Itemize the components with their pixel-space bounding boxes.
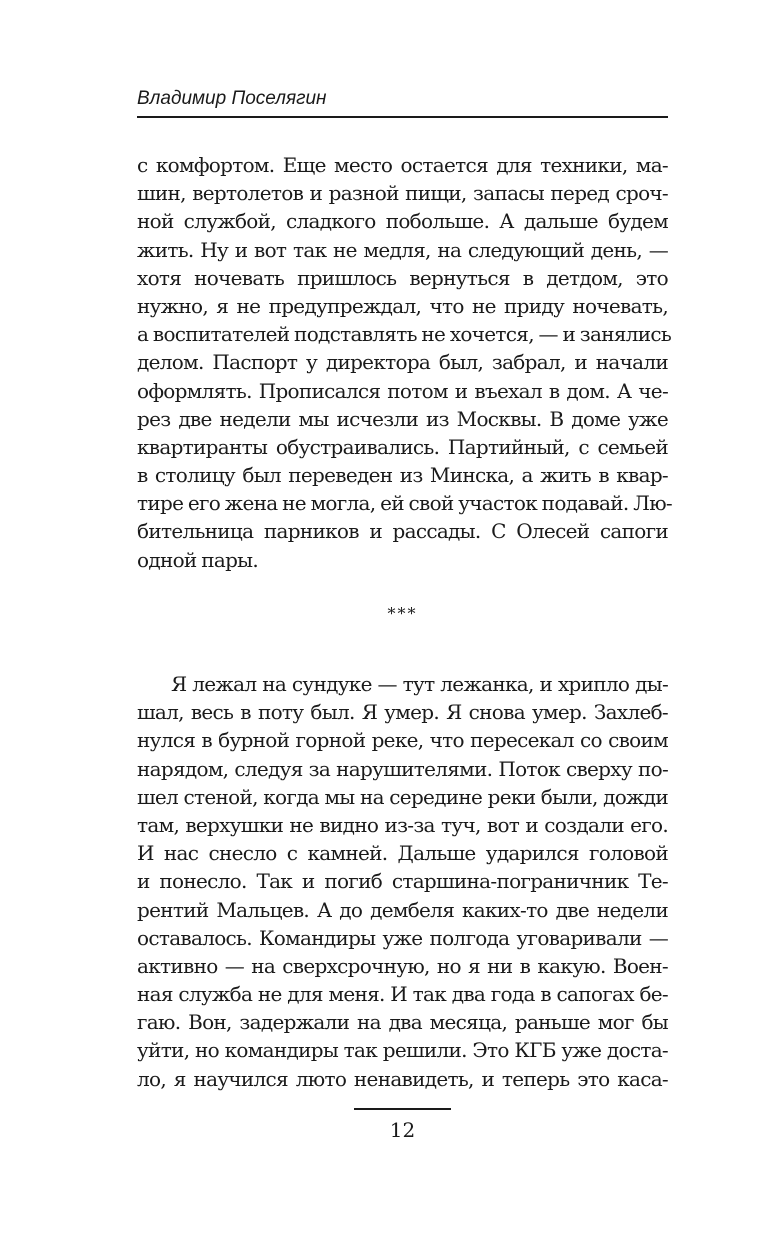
text-line: уйти, но командиры так решили. Это КГБ уже доста- xyxy=(137,1038,668,1063)
text-line: оставалось. Командиры уже полгода уговаривали — xyxy=(137,925,668,950)
paragraph-1 xyxy=(137,151,672,574)
footer-rule xyxy=(354,1108,451,1110)
section-separator: *** xyxy=(387,604,418,623)
text-line: ной службой, сладкого побольше. А дальше будем xyxy=(137,209,668,234)
text-line: оформлять. Прописался потом и въехал в дом. А че- xyxy=(137,378,668,403)
text-line: одной пары. xyxy=(137,547,259,572)
text-line: бительница парников и рассады. С Олесей сапоги xyxy=(137,519,668,544)
text-line: ная служба не для меня. И так два года в сапогах бе- xyxy=(137,982,668,1007)
text-line: там, верхушки не видно из-за туч, вот и создали его. xyxy=(137,812,668,837)
text-line: жить. Ну и вот так не медля, на следующий день, — xyxy=(137,237,668,262)
paragraph-2 xyxy=(137,670,668,1093)
text-line: шин, вертолетов и разной пищи, запасы перед сроч- xyxy=(137,181,668,206)
text-line: Я лежал на сундуке — тут лежанка, и хрипло ды- xyxy=(171,672,668,696)
text-line: шел стеной, когда мы на середине реки были, дожди xyxy=(137,784,668,809)
running-head-author: Владимир Поселягин xyxy=(137,88,327,109)
page-number: 12 xyxy=(389,1118,416,1142)
text-line: квартиранты обустраивались. Партийный, с семьей xyxy=(137,434,668,459)
header-rule xyxy=(137,116,668,118)
text-line: нужно, я не предупреждал, что не приду ночевать, xyxy=(137,293,668,318)
text-line: делом. Паспорт у директора был, забрал, и начали xyxy=(137,350,668,375)
text-line: нулся в бурной горной реке, что пересекал со своим xyxy=(137,728,668,753)
text-line: ло, я научился люто ненавидеть, и теперь это каса- xyxy=(137,1066,668,1091)
text-line: а воспитателей подставлять не хочется, — и занялись xyxy=(137,322,672,347)
text-line: тире его жена не могла, ей свой участок подавай. Лю- xyxy=(137,491,672,516)
text-line: гаю. Вон, задержали на два месяца, раньше мог бы xyxy=(137,1010,668,1035)
text-line: активно — на сверхсрочную, но я ни в какую. Воен- xyxy=(137,953,668,978)
text-line: нарядом, следуя за нарушителями. Поток сверху по- xyxy=(137,756,668,781)
text-line: И нас снесло с камней. Дальше ударился головой xyxy=(137,841,668,866)
text-line: и понесло. Так и погиб старшина-пограничник Те- xyxy=(137,869,668,894)
text-line: рез две недели мы исчезли из Москвы. В доме уже xyxy=(137,406,668,431)
text-line: шал, весь в поту был. Я умер. Я снова умер. Захлеб- xyxy=(137,700,668,725)
text-line: с комфортом. Еще место остается для техники, ма- xyxy=(137,153,668,177)
text-line: хотя ночевать пришлось вернуться в детдом, это xyxy=(137,265,668,290)
text-line: в столицу был переведен из Минска, а жить в квар- xyxy=(137,463,668,488)
text-line: рентий Мальцев. А до дембеля каких-то две недели xyxy=(137,897,668,922)
